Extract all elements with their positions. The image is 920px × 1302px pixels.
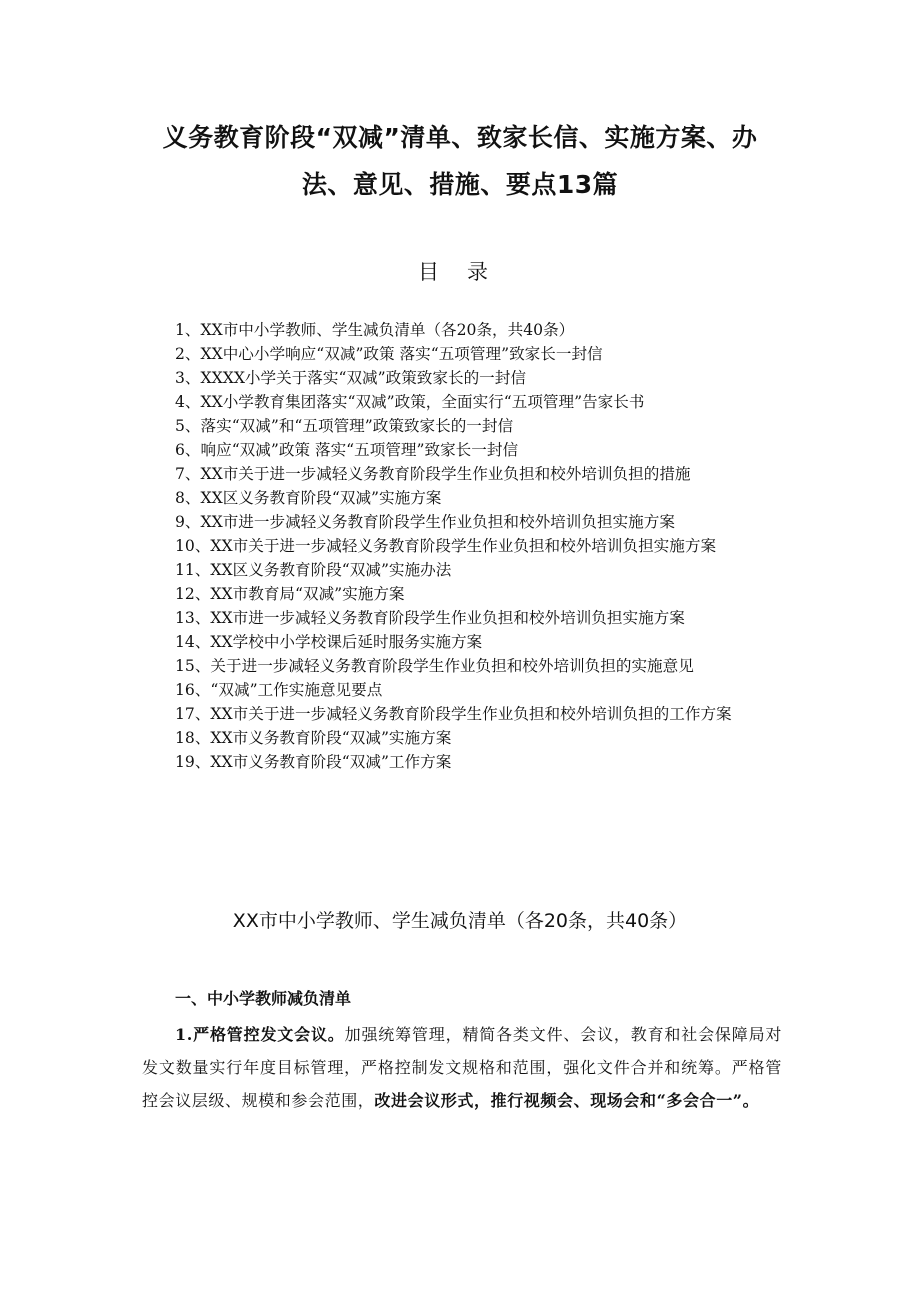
toc-item[interactable]: 9、XX市进一步减轻义务教育阶段学生作业负担和校外培训负担实施方案 bbox=[175, 513, 675, 531]
section-title: XX市中小学教师、学生减负清单（各20条，共40条） bbox=[232, 910, 688, 932]
toc-item[interactable]: 18、XX市义务教育阶段“双减”实施方案 bbox=[175, 729, 452, 747]
toc-item[interactable]: 16、“双减”工作实施意见要点 bbox=[175, 681, 383, 699]
paragraph-lead: 1.严格管控发文会议。 bbox=[175, 1025, 345, 1044]
toc-item[interactable]: 19、XX市义务教育阶段“双减”工作方案 bbox=[175, 753, 452, 771]
toc-item[interactable]: 8、XX区义务教育阶段“双减”实施方案 bbox=[175, 489, 442, 507]
toc-item[interactable]: 10、XX市关于进一步减轻义务教育阶段学生作业负担和校外培训负担实施方案 bbox=[175, 537, 717, 555]
toc-item[interactable]: 17、XX市关于进一步减轻义务教育阶段学生作业负担和校外培训负担的工作方案 bbox=[175, 705, 732, 723]
toc-item[interactable]: 13、XX市进一步减轻义务教育阶段学生作业负担和校外培训负担实施方案 bbox=[175, 609, 685, 627]
subsection-heading: 一、中小学教师减负清单 bbox=[175, 989, 352, 1008]
toc-heading: 目录 bbox=[418, 260, 516, 284]
toc-item[interactable]: 14、XX学校中小学校课后延时服务实施方案 bbox=[175, 633, 483, 651]
document-title-line-1: 义务教育阶段“双减”清单、致家长信、实施方案、办 bbox=[162, 123, 758, 152]
toc-item[interactable]: 5、落实“双减”和“五项管理”政策致家长的一封信 bbox=[175, 417, 514, 435]
toc-item[interactable]: 15、关于进一步减轻义务教育阶段学生作业负担和校外培训负担的实施意见 bbox=[175, 657, 694, 675]
toc-item[interactable]: 4、XX小学教育集团落实“双减”政策，全面实行“五项管理”告家长书 bbox=[175, 393, 645, 411]
toc-item[interactable]: 6、响应“双减”政策 落实“五项管理”致家长一封信 bbox=[175, 441, 519, 459]
toc-item[interactable]: 7、XX市关于进一步减轻义务教育阶段学生作业负担和校外培训负担的措施 bbox=[175, 465, 691, 483]
document-title-line-2: 法、意见、措施、要点13篇 bbox=[301, 170, 619, 199]
toc-item[interactable]: 12、XX市教育局“双减”实施方案 bbox=[175, 585, 405, 603]
toc-item[interactable]: 11、XX区义务教育阶段“双减”实施办法 bbox=[175, 561, 452, 579]
paragraph-text: 加强统筹管理，精简各类文件、会议，教育和社会保障局对发文数量实行年度目标管理，严格控制发文规格和范围，强化文件合并和统筹。严格管控会议层级、规模和参会范围， bbox=[142, 1025, 782, 1110]
toc-item[interactable]: 3、XXXX小学关于落实“双减”政策致家长的一封信 bbox=[175, 369, 526, 387]
paragraph-emphasis: 改进会议形式，推行视频会、现场会和“多会合一”。 bbox=[374, 1091, 760, 1110]
table-of-contents bbox=[142, 318, 782, 774]
toc-item[interactable]: 1、XX市中小学教师、学生减负清单（各20条，共40条） bbox=[175, 321, 575, 339]
toc-item[interactable]: 2、XX中心小学响应“双减”政策 落实“五项管理”致家长一封信 bbox=[175, 345, 603, 363]
body-paragraph bbox=[142, 1018, 782, 1117]
